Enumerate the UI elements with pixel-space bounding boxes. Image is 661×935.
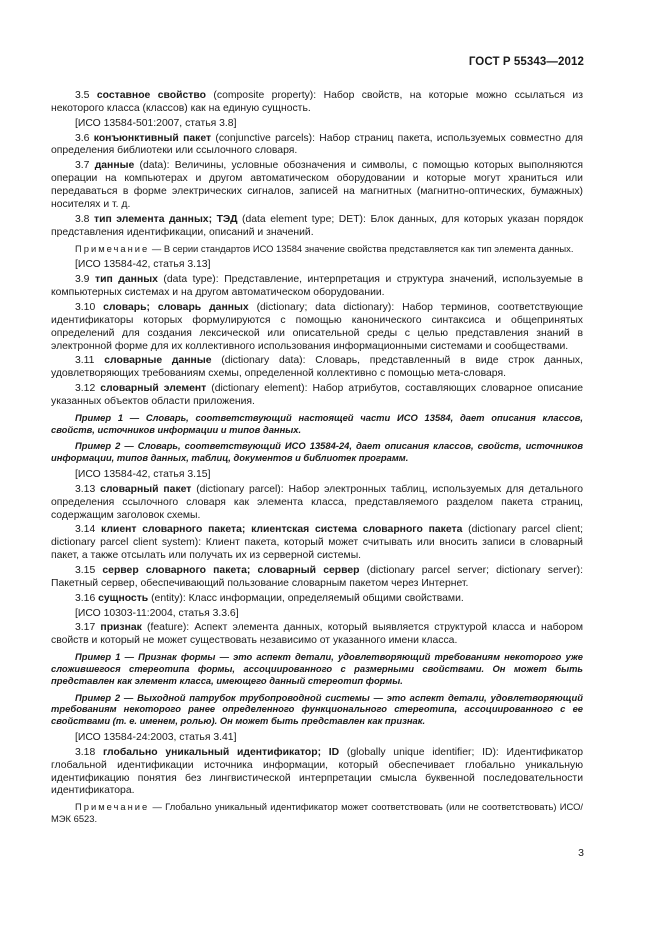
term-definition: (dictionary parcel client; dictionary parcel client system): Клиент пакета, который может считывать или вносить записи в словарный пакет, а также отсылать или получать их из серверной системы. [51,524,584,562]
note-text: — Глобально уникальный идентификатор может соответствовать (или не соответствовать) ИСО/МЭК 6523. [51,801,583,825]
term-name: составное свойство [96,90,206,101]
term-name: словарные данные [104,355,212,367]
term-name: данные [94,160,135,172]
term-name: конъюнктивный пакет [93,132,212,144]
term-paragraph [51,565,583,591]
term-number: 3.8 [75,213,90,225]
term-name: словарь; словарь данных [103,301,249,313]
term-name: признак [100,622,142,634]
example-paragraph: Пример 2 — Выходной патрубок трубопроводной системы — это аспект детали, удовлетворяющий требованиям некоторого ранее определенного функционального стереотипа, ассоциированного с ее свойствами (т. е. именем, ролью). Он может быть представлен как признак. [51,691,583,727]
term-paragraph [51,383,583,409]
term-definition: (composite property): Набор свойств, на которые можно ссылаться из некоторого класса (классов) как на единую сущность. [51,90,583,114]
term-definition: (conjunctive parcels): Набор страниц пакета, используемых совместно для определения библиотеки или ссылочного словаря. [51,132,584,157]
example-paragraph: Пример 1 — Словарь, соответствующий настоящей части ИСО 13584, дает описания классов, свойств, источников информации и типов данных. [51,411,583,435]
term-number: 3.9 [75,274,90,286]
term-name: словарный пакет [100,483,192,495]
term-paragraph [51,90,583,116]
term-paragraph [51,622,583,648]
reference-paragraph: [ИСО 13584-501:2007, статья 3.8] [75,117,237,129]
term-paragraph [51,160,583,212]
term-name: словарный элемент [100,383,207,395]
term-number: 3.16 [75,592,96,604]
note-text: — В серии стандартов ИСО 13584 значение свойства представляется как тип элемента данных. [149,242,574,254]
term-number: 3.10 [75,301,96,313]
term-name: сущность [98,592,149,604]
term-paragraph [51,133,583,159]
reference-paragraph: [ИСО 13584-24:2003, статья 3.41] [75,731,237,743]
term-number: 3.7 [75,160,90,172]
term-definition: (globally unique identifier; ID): Идентификатор глобальной идентификации источника информации, который обеспечивает глобально уникальную идентификацию понятия без лингвистической интерпретации смысла буквенной последовательности идентификатора. [51,746,584,797]
term-name: тип элемента данных; ТЭД [94,213,238,225]
term-definition: (dictionary data): Словарь, представленный в виде строк данных, удовлетворяющих требованиям схемы, определенной коллективно с помощью мета-словаря. [51,355,583,380]
term-definition: (dictionary parcel server; dictionary server): Пакетный сервер, обеспечивающий пользование словарным пакетом через Интернет. [51,565,584,589]
term-number: 3.11 [75,355,95,367]
term-definition: (data): Величины, условные обозначения и символы, с помощью которых выполняются операции на компьютерах и другом автоматическом оборудовании и которые могут храниться или передаваться в форме электрических сигналов, записей на магнитных (магнитно-оптических, бумажных) носителях и т. д. [51,160,583,210]
reference-paragraph: [ИСО 10303-11:2004, статья 3.3.6] [75,607,239,619]
term-definition: (dictionary; data dictionary): Набор терминов, соответствующие идентификаторы которых формулируются с помощью канонического синтаксиса и общепринятых определений для создания лексической или описательной среды с целью представления знаний в электронной форме для их коллективного использования информационными системами и сообществами. [51,301,583,352]
term-number: 3.13 [75,483,96,495]
note-label: Примечание [75,801,150,813]
term-definition: (data type): Представление, интерпретация и структура значений, используемые в компьютерных системах и на другом автоматическом оборудовании. [51,274,584,299]
term-name: клиент словарного пакета; клиентская система словарного пакета [101,524,463,536]
term-definition: (dictionary element): Набор атрибутов, составляющих словарное описание указанных объектов области приложения. [51,383,583,407]
term-name: тип данных [95,274,158,286]
term-name: глобально уникальный идентификатор; ID [102,746,340,758]
term-paragraph [51,274,583,300]
term-paragraph [51,593,583,606]
term-definition: (dictionary parcel): Набор электронных таблиц, используемых для детального определения ссылочного словаря как элемента класса, представляемого разделом пакета страниц, содержащим заголовок схемы. [51,483,583,521]
term-paragraph [51,524,583,563]
standard-header: ГОСТ Р 55343—2012 [468,56,584,68]
term-number: 3.18 [75,746,96,758]
term-paragraph [51,747,583,799]
term-number: 3.12 [75,383,96,395]
page-number: 3 [578,847,584,859]
term-number: 3.5 [75,90,90,101]
reference-paragraph: [ИСО 13584-42, статья 3.15] [75,469,211,481]
note-paragraph [51,801,583,825]
note-label: Примечание [75,242,150,254]
note-paragraph [51,243,583,255]
term-paragraph [51,484,583,523]
term-number: 3.15 [75,565,96,577]
term-name: сервер словарного пакета; словарный сервер [102,565,360,577]
term-paragraph [51,214,583,240]
term-definition: (feature): Аспект элемента данных, который выявляется структурой класса и набором свойств и который не может существовать независимо от указанного имени класса. [51,622,583,647]
term-number: 3.14 [75,524,96,536]
example-paragraph: Пример 2 — Словарь, соответствующий ИСО 13584-24, дает описания классов, свойств, источников информации, типов данных, таблиц, документов и библиотек программ. [51,440,583,464]
reference-paragraph: [ИСО 13584-42, статья 3.13] [75,259,211,271]
term-paragraph [51,302,583,354]
example-paragraph: Пример 1 — Признак формы — это аспект детали, удовлетворяющий требованиям некоторого уже сложившегося стереотипа формы, ассоциированного с размерными свойствами. Он может быть представлен как элемент класса, имеющего данный стереотип формы. [51,651,583,686]
term-paragraph [51,355,583,381]
term-number: 3.6 [75,132,90,144]
document-body [51,90,583,830]
term-number: 3.17 [75,622,96,634]
term-definition: (data element type; DET): Блок данных, для которых указан порядок представления идентификации, описаний и значений. [51,213,584,238]
term-definition: (entity): Класс информации, определяемый общими свойствами. [148,592,464,604]
